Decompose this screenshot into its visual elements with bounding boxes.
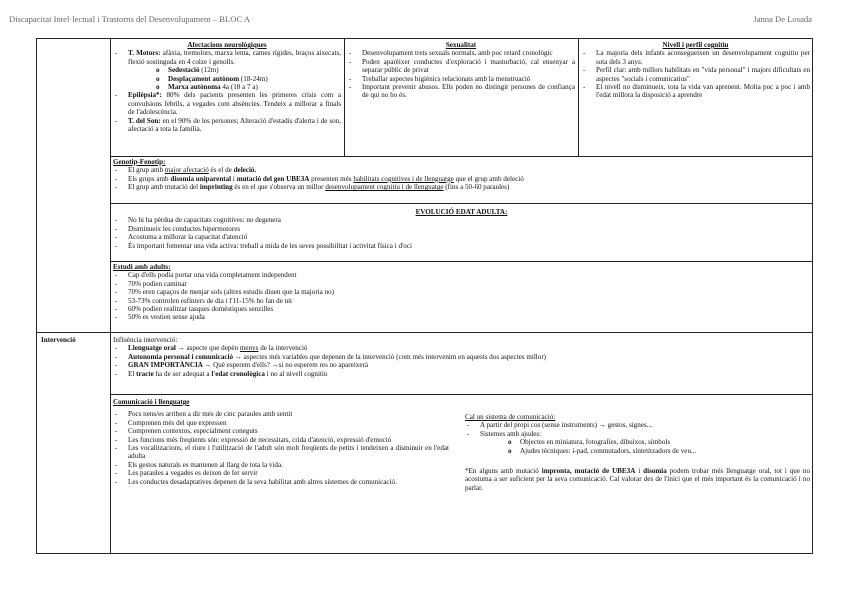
label-column (37, 39, 111, 553)
influ-item: - Llenguatge oral → aspecte que depèn menys de la intervenció (113, 344, 810, 352)
influ-intro: Influència intervenció: (113, 336, 178, 344)
cog-item: - La majoria dels infants aconsegueixen un desenvolupament cognitiu per sota dels 3 anys. (581, 49, 810, 66)
sex-item: - Poden aparèixer conductes d'exploració i masturbació, cal ensenyar a separar públic de privat (347, 58, 575, 75)
evol-item: - Disminueix les conductes hipermotores (113, 225, 810, 233)
document-table (36, 38, 813, 554)
comm-item: - Els gestos naturals es mantenen al llarg de tota la vida. (113, 461, 449, 469)
comm-item: - Les conductes desadaptatives depenen de la seva habilitat amb altres sistemes de comunicació. (113, 478, 449, 486)
comm-note: *En alguns amb mutació impronta, mutació de UBE3A i disomia podem trobar més llenguatge oral, tot i que no acostuma a ser suficient per la seva comunicació. Cal valorar des de l'inici que el més important és la comunicació i no parlar. (465, 467, 811, 492)
neuro-item: - T. Motors: afàxia, tremolors, marxa lenta, cames rígides, braços aixecats, flexió sostinguda en 4 colze i genolls. o Sedestació (12m) o Desplaçament autònom (18-24m) o Marxa autònoma 4a (18 a 7 a) (113, 49, 341, 91)
geno-section (113, 158, 810, 192)
evol-item: - Acostuma a millorar la capacitat d'atenció (113, 233, 810, 241)
influ-section (113, 336, 810, 378)
comm-system-item: - Sistemes amb ajudes: o Objectes en miniatura, fotografies, dibuixos, símbols o Ajudes tècniques: i-pad, commutadors, sintetitzadors de veu... (465, 430, 810, 455)
comm-item: - Les vocalitzacions, el riure i l'utilització de l'adult són molt freqüents de petits i tendeixen a disminuir en l'edat adulta (113, 444, 449, 461)
estudi-title: Estudi amb adults: (113, 263, 171, 271)
comm-system-sub: o Ajudes tècniques: i-pad, commutadors, sintetitzadors de veu... (508, 447, 810, 455)
estudi-item: - 70% podien caminar (113, 280, 810, 288)
doc-header-title: Discapacitat Intel·lectual i Trastorns del Desenvolupament – BLOC A (9, 14, 251, 24)
comm-system-title: Cal un sistema de comunicació: (465, 413, 556, 421)
motor-sub-item: o Marxa autònoma 4a (18 a 7 a) (156, 83, 341, 91)
geno-title: Genotip-Fenotip: (113, 158, 166, 166)
evol-item: - És important fomentar una vida activa: treball a mida de les seves possibilitat i activitat física i d'oci (113, 242, 810, 250)
sex-item: - Important prevenir abusos. Ells poden no distingir persones de confiança de qui no ho és. (347, 83, 575, 100)
influ-item: - GRAN IMPORTÀNCIA → Què esperem d'ells? →si no esperem res no apareixerà (113, 361, 810, 369)
comm-item: - Pocs nens/es arriben a dir més de cinc paraules amb sentit (113, 410, 449, 418)
sex-section (347, 41, 575, 100)
cog-item: - Perfil clar: amb millors habilitats en "vida personal" i majors dificultats en aspectes "socials i comunicatius" (581, 66, 810, 83)
geno-item: - Els grups amb disomia uniparental i mutació del gen UBE3A presenten més habilitats cognitives i de llenguatge que el grup amb deleció (113, 175, 810, 183)
comm-system-item: - A partir del propi cos (sense instruments) → gestos, signes... (465, 421, 810, 429)
motor-sub-item: o Sedestació (12m) (156, 66, 341, 74)
geno-item: - El grup amb mutació del imprinting és en el que s'observa un millor desenvolupament cognitiu i de llenguatge (fins a 50-60 paraules) (113, 183, 810, 191)
motor-sub-item: o Desplaçament autònom (18-24m) (156, 75, 341, 83)
influ-item: - El tracte ha de ser adequat a l'edat cronològica i no al nivell cognitiu (113, 370, 810, 378)
cog-title: Nivell i perfil cognitiu (662, 41, 729, 49)
comm-item: - Les paraules a vegades es deixen de fer servir (113, 469, 449, 477)
estudi-item: - 60% podien realitzar tasques domèstiques senzilles (113, 305, 810, 313)
estudi-section (113, 263, 810, 322)
estudi-item: - 50% es vestien sense ajuda (113, 313, 810, 321)
comm-section (113, 398, 449, 486)
comm-item: - Comprenen contextos, especialment coneguts (113, 427, 449, 435)
sex-item: - Desenvolupament trets sexuals normals, amb poc retard cronològic (347, 49, 575, 57)
neuro-item: - Epilèpsia*: 80% dels pacients presenten les primeres crisis com a convulsions febrils, a vegades com absències. Tendeix a millorar a finals de l'adolescència. (113, 91, 341, 116)
neuro-title: Afectacions neurològiques (187, 41, 267, 49)
doc-header-author: Janna De Losada (753, 14, 812, 24)
cog-section (581, 41, 810, 100)
comm-title: Comunicació i llenguatge (113, 398, 190, 406)
neuro-item: - T. del Son: en el 90% de les persones; Alteració d'estadis d'alerta i de son, afectació a tota la família. (113, 117, 341, 134)
comm-item: - Les funcions més freqüents són: expressió de necessitats, crida d'atenció, expressió d'emoció (113, 436, 449, 444)
estudi-item: - 53-73% controlen esfínters de dia i l'11-15% ho fan de nit (113, 297, 810, 305)
sex-item: - Treballar aspectes higiènics relacionats amb la menstruació (347, 75, 575, 83)
influ-item: - Autonomia personal i comunicació → aspectes més variables que depenen de la intervenció (com més intervenim en aquests dos aspectes millor) (113, 353, 810, 361)
evol-item: - No hi ha pèrdua de capacitats cognitives: no degenera (113, 216, 810, 224)
comm-system-section (465, 413, 810, 492)
estudi-item: - 70% eren capaços de menjar sols (altres estudis diuen que la majoria no) (113, 288, 810, 296)
evol-section (113, 208, 810, 250)
neuro-section (113, 41, 341, 133)
cog-item: - El nivell no disminueix, tota la vida van aprenent. Molta poc a poc i amb l'edat millora la disposició a aprendre (581, 83, 810, 100)
evol-title: EVOLUCIÓ EDAT ADULTA: (415, 208, 508, 216)
row-label-intervencio: Intervenció (41, 336, 76, 344)
comm-system-sub: o Objectes en miniatura, fotografies, dibuixos, símbols (508, 438, 810, 446)
geno-item: - El grup amb major afectació és el de deleció. (113, 166, 810, 174)
comm-item: - Comprenen més del que expressen (113, 419, 449, 427)
sex-title: Sexualitat (445, 41, 477, 49)
estudi-item: - Cap d'ells podia portar una vida completament independent (113, 271, 810, 279)
